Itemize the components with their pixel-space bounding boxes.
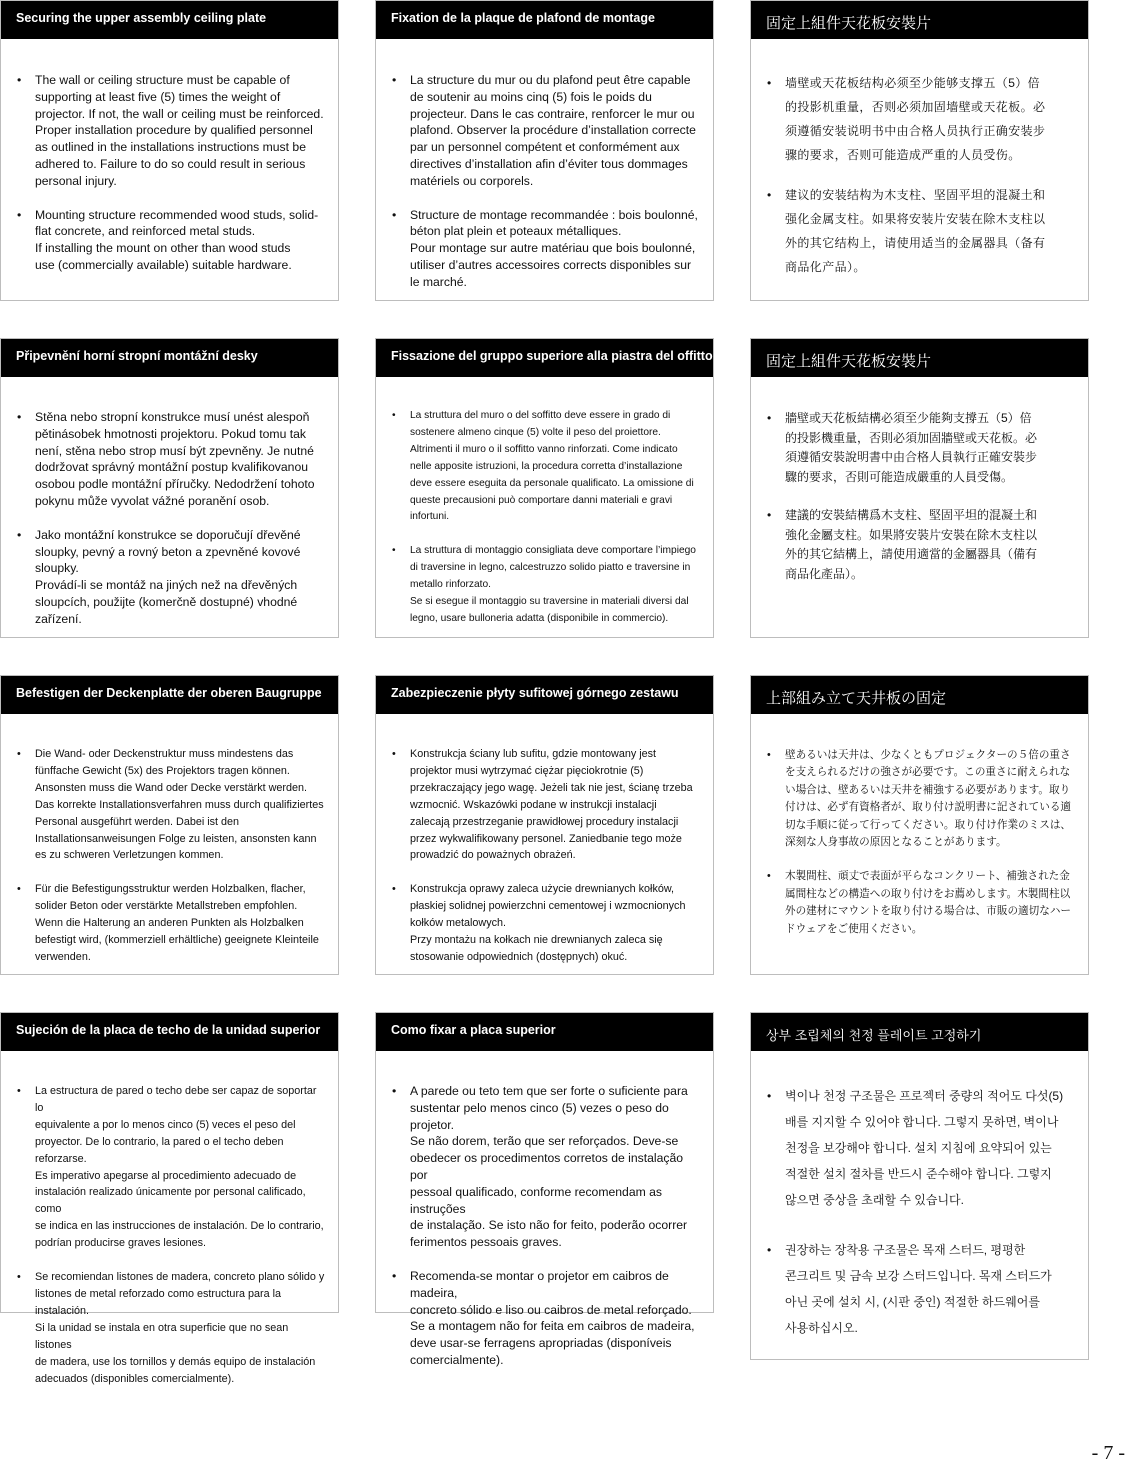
section-portuguese [375,1012,714,1367]
section-czech [0,338,339,638]
list-item: • Konstrukcja oprawy zaleca użycie drewnianych kołków, płaskiej solidnej powierzchni cementowej i wzmocnionych kołków metalowych. Przy montażu na kołkach nie drewnianych zaleca się stosowanie odpowiednich (dostępnych) okuć. [392,881,701,966]
section-chinese-simplified [750,0,1089,301]
section-title: 上部組み立て天井板の固定 [751,676,1088,714]
list-item: • Se recomiendan listones de madera, concreto plano sólido y listones de metal reforzado como estructura para la instalación. Si la unidad se instala en otra superficie que no sean listones de madera, use los tornillos y demás equipo de instalación adecuados (disponibles comercialmente). [17,1269,326,1387]
section-title: 상부 조립체의 천정 플레이트 고정하기 [751,1013,1088,1051]
list-item: • 建議的安裝結構爲木支柱、堅固平坦的混凝土和 強化金屬支柱。如果將安裝片安裝在除木支柱以 外的其它結構上，請使用適當的金屬器具（備有 商品化產品）。 [767,506,1076,584]
bullet-list [767,71,1076,279]
list-item: • Stěna nebo stropní konstrukce musí unést alespoň pětinásobek hmotnosti projektoru. Pokud tomu tak není, stěna nebo strop musí být zpevněny. Je nutné dodržovat správný montážní postup kvalifikovanou osobou podle montážní příručky. Nedodržení tohoto pokynu může vyvolat vážné poranění osob. [17,409,326,510]
list-item: • La estructura de pared o techo debe ser capaz de soportar lo equivalente a por lo menos cinco (5) veces el peso del proyector. De lo contrario, la pared o el techo deben reforzarse. Es imperativo apegarse al procedimiento adecuado de instalación realizado únicamente por personal calificado, como se indica en las instrucciones de instalación. De lo contrario, podrían producirse graves lesiones. [17,1083,326,1252]
list-item: • Konstrukcja ściany lub sufitu, gdzie montowany jest projektor musi wytrzymać ciężar pięciokrotnie (5) przekraczający jego wagę. Jeżeli tak nie jest, ścianę trzeba wzmocnić. Wskazówki podane w instrukcji instalacji zalecają przestrzeganie prawidłowej procedury instalacji przez wykwalifikowany personel. Zaniedbanie tego może prowadzić do poważnych obrażeń. [392,746,701,864]
section-title: Zabezpieczenie płyty sufitowej górnego zestawu [376,676,713,714]
section-title: 固定上組件天花板安裝片 [751,339,1088,377]
list-item: • Für die Befestigungsstruktur werden Holzbalken, flacher, solider Beton oder verstärkte Metallstreben empfohlen. Wenn die Halterung an anderen Punkten als Holzbalken befestigt wird, (kommerziell erhältliche) geeignete Kleinteile verwenden. [17,881,326,966]
list-item: • La structure du mur ou du plafond peut être capable de soutenir au moins cinq (5) fois le poids du projecteur. Dans le cas contraire, renforcer le mur ou plafond. Observer la procédure d’installation correcte par un personnel compétent et conformément aux directives d’installation afin d’éviter tous dommages matériels ou corporels. [392,72,701,190]
list-item: • Jako montážní konstrukce se doporučují dřevěné sloupky, pevný a rovný beton a zpevněné kovové sloupky. Provádí-li se montáž na jiných než na dřevěných sloupcích, použijte (komerčně dostupné) vhodné zařízení. [17,527,326,628]
section-italian [375,338,714,638]
section-title: Securing the upper assembly ceiling plate [1,1,338,39]
bullet-list [17,1083,326,1387]
list-item: • The wall or ceiling structure must be capable of supporting at least five (5) times the weight of projector. If not, the wall or ceiling must be reinforced. Proper installation procedure by qualified personnel as outlined in the installations instructions must be adhered to. Failure to do so could result in serious personal injury. [17,72,326,190]
bullet-list [392,72,701,291]
bullet-list [392,746,701,966]
section-german [0,675,339,975]
section-title: Como fixar a placa superior [376,1013,713,1051]
list-item: • La struttura del muro o del soffitto deve essere in grado di sostenere almeno cinque (5) volte il peso del proiettore. Altrimenti il muro o il soffitto vanno rinforzati. Come indicato nelle apposite istruzioni, la procedura corretta d’installazione deve essere eseguita da personale qualificato. La omissione di queste precausioni può comportare danni materiali e gravi infortuni. [392,408,701,526]
section-japanese [750,675,1089,975]
page-number: - 7 - [1091,1442,1125,1464]
list-item: • Recomenda-se montar o projetor em caibros de madeira, concreto sólido e liso ou caibros de metal reforçado. Se a montagem não for feita em caibros de madeira, deve usar-se ferragens apropriadas (disponíveis comercialmente). [392,1268,701,1369]
list-item: • 木製間柱、頑丈で表面が平らなコンクリート、補強された金 属間柱などの構造への取り付けをお薦めします。木製間柱以 外の建材にマウントを取り付ける場合は、市販の適切なハー ドウェアをご使用ください。 [767,868,1076,938]
section-title: Připevnění horní stropní montážní desky [1,339,338,377]
section-spanish [0,1012,339,1385]
list-item: • Die Wand- oder Deckenstruktur muss mindestens das fünffache Gewicht (5x) des Projektors tragen können. Ansonsten muss die Wand oder Decke verstärkt werden. Das korrekte Installationsverfahren muss durch qualifiziertes Personal ausgeführt werden. Dabei ist den Installationsanweisungen Folge zu leisten, ansonsten kann es zu schweren Verletzungen kommen. [17,746,326,864]
section-chinese-traditional [750,338,1089,638]
list-item: • 벽이나 천정 구조물은 프로젝터 중량의 적어도 다섯(5) 배를 지지할 수 있어야 합니다. 그렇지 못하면, 벽이나 천정을 보강해야 합니다. 설치 지침에 요약되어 있는 적절한 설치 절차를 반드시 준수해야 합니다. 그렇지 않으면 중상을 초래할 수 있습니다. [767,1083,1076,1213]
list-item: • 壁あるいは天井は、少なくともプロジェクターの５倍の重さ を支えられるだけの強さが必要です。この重さに耐えられな い場合は、壁あるいは天井を補強する必要があります。取り 付けは、必ず有資格者が、取り付け説明書に記されている適 切な手順に従って行ってください。取り付け作業のミスは、 深刻な人身事故の原因となることがあります。 [767,747,1076,851]
section-title: Sujeción de la placa de techo de la unidad superior [1,1013,338,1051]
bullet-list [767,747,1076,938]
list-item: • La struttura di montaggio consigliata deve comportare l’impiego di traversine in legno, calcestruzzo solido piatto e traversine in metallo rinforzato. Se si esegue il montaggio su traversine in materiali diversi dal legno, usare bulloneria adatta (disponibile in commercio). [392,543,701,628]
section-title: 固定上組件天花板安裝片 [751,1,1088,39]
list-item: • A parede ou teto tem que ser forte o suficiente para sustentar pelo menos cinco (5) vezes o peso do projetor. Se não dorem, terão que ser reforçados. Deve-se obedecer os procedimentos corretos de instalação por pessoal qualificado, conforme recomendam as instruções de instalação. Se isto não for feito, poderão ocorrer ferimentos pessoais graves. [392,1083,701,1251]
bullet-list [392,1083,701,1369]
bullet-list [17,72,326,274]
list-item: • Mounting structure recommended wood studs, solid- flat concrete, and reinforced metal studs. If installing the mount on other than wood studs use (commercially available) suitable hardware. [17,207,326,274]
list-item: • 建议的安装结构为木支柱、坚固平坦的混凝土和 强化金属支柱。如果将安装片安装在除木支柱以 外的其它结构上，请使用适当的金属器具（备有 商品化产品）。 [767,183,1076,279]
list-item: • 권장하는 장착용 구조물은 목재 스터드, 평평한 콘크리트 및 금속 보강 스터드입니다. 목재 스터드가 아닌 곳에 설치 시, (시판 중인) 적절한 하드웨어를 사용하십시오. [767,1237,1076,1341]
bullet-list [767,409,1076,584]
bullet-list [17,746,326,966]
section-title: Fissazione del gruppo superiore alla piastra del offitto [376,339,713,377]
bullet-list [767,1083,1076,1341]
section-french [375,0,714,301]
bullet-list [17,409,326,628]
list-item: • 墙壁或天花板结构必须至少能够支撑五（5）倍 的投影机重量，否则必须加固墙壁或天花板。必 须遵循安装说明书中由合格人员执行正确安装步 骤的要求，否则可能造成严重的人员受伤。 [767,71,1076,167]
bullet-list [392,408,701,628]
section-polish [375,675,714,975]
section-title: Befestigen der Deckenplatte der oberen Baugruppe [1,676,338,714]
section-title: Fixation de la plaque de plafond de montage [376,1,713,39]
list-item: • Structure de montage recommandée : bois boulonné, béton plat plein et poteaux métalliques. Pour montage sur autre matériau que bois boulonné, utiliser d’autres accessoires corrects disponibles sur le marché. [392,207,701,291]
section-korean [750,1012,1089,1360]
list-item: • 牆壁或天花板結構必須至少能夠支撐五（5）倍 的投影機重量，否則必須加固牆壁或天花板。必 須遵循安裝說明書中由合格人員執行正確安裝步 驟的要求，否則可能造成嚴重的人員受傷。 [767,409,1076,487]
section-english [0,0,339,301]
